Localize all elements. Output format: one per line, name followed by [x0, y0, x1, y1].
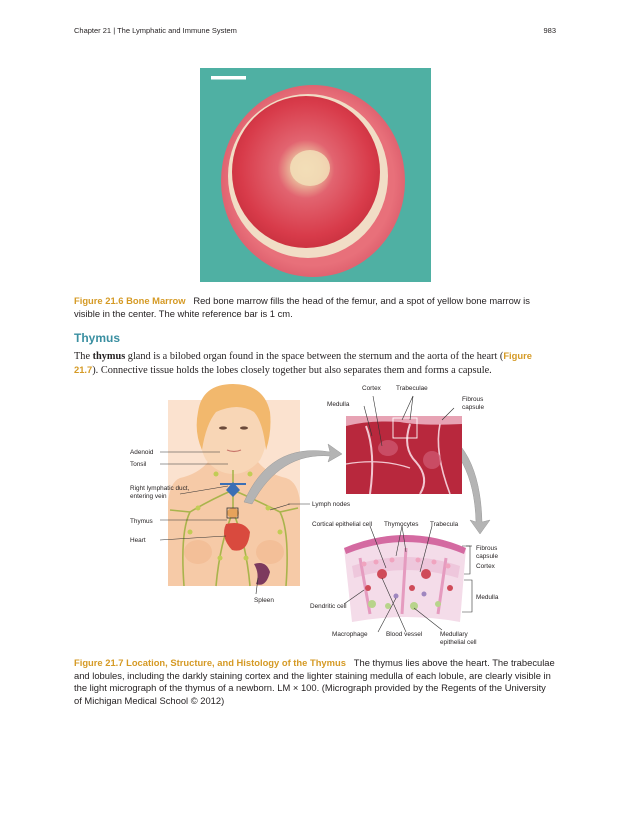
label-cortex-bottom: Cortex [476, 563, 495, 570]
thymus-paragraph [74, 349, 558, 377]
label-medullary-2: epithelial cell [440, 639, 477, 646]
figure-21-6-label: Figure 21.6 Bone Marrow [74, 295, 186, 306]
label-right-lymphatic-2: entering vein [130, 493, 167, 500]
label-fibrous-capsule-bottom-1: Fibrous [476, 545, 498, 552]
figure-21-7-diagram [120, 382, 510, 650]
reference-bar [211, 76, 246, 80]
running-header-chapter: Chapter 21 | The Lymphatic and Immune System [74, 26, 237, 35]
label-macrophage: Macrophage [332, 631, 368, 638]
paragraph-text: gland is a bilobed organ found in the space between the sternum and the aorta of the heart ( [125, 351, 504, 362]
running-header-page-number: 983 [543, 26, 556, 35]
label-medulla-bottom: Medulla [476, 594, 499, 601]
bone-marrow-photo [200, 68, 431, 282]
label-cortical-epithelial-cell: Cortical epithelial cell [312, 521, 373, 528]
label-fibrous-capsule-top-1: Fibrous [462, 396, 484, 403]
label-trabecula: Trabecula [430, 521, 459, 528]
label-right-lymphatic-1: Right lymphatic duct, [130, 485, 190, 492]
label-medullary-1: Medullary [440, 631, 468, 638]
label-cortex-top: Cortex [362, 385, 381, 392]
section-title-thymus: Thymus [74, 331, 121, 345]
figure-21-7-caption [74, 657, 556, 707]
label-thymocytes: Thymocytes [384, 521, 419, 528]
paragraph-text: The [74, 351, 93, 362]
label-trabeculae: Trabeculae [396, 385, 428, 392]
label-medulla-top: Medulla [327, 401, 350, 408]
paragraph-term-thymus: thymus [92, 351, 126, 362]
figure-21-7-link[interactable]: Figure 21.7 [74, 350, 532, 375]
thymus-organ [227, 508, 239, 518]
figure-21-7-label: Figure 21.7 Location, Structure, and Histology of the Thymus [74, 657, 346, 668]
figure-21-6-text: Red bone marrow fills the head of the femur, and a spot of yellow bone marrow is visible in the center. The white reference bar is 1 cm. [74, 295, 530, 319]
label-spleen: Spleen [254, 597, 274, 604]
label-dendritic-cell: Dendritic cell [310, 603, 347, 610]
label-thymus: Thymus [130, 518, 153, 525]
label-lymph-nodes: Lymph nodes [312, 501, 351, 508]
figure-21-7-text: The thymus lies above the heart. The trabeculae and lobules, including the darkly staining cortex and the lighter staining medulla of each lobule, are clearly visible in the light micrograph of the thymus of a newborn. LM × 100. (Micrograph provided by the Regents of the University of Michigan Medical School © 2012) [74, 657, 555, 706]
label-fibrous-capsule-bottom-2: capsule [476, 553, 499, 560]
yellow-bone-marrow [290, 150, 330, 186]
label-adenoid: Adenoid [130, 449, 154, 456]
label-blood-vessel: Blood vessel [386, 631, 423, 638]
paragraph-text: ). Connective tissue holds the lobes closely together but also separates them and forms a capsule. [92, 365, 492, 376]
figure-21-6-caption [74, 295, 556, 320]
label-heart: Heart [130, 537, 146, 544]
thymus-histology-illustration [344, 535, 466, 622]
thymus-micrograph [346, 416, 462, 494]
label-tonsil: Tonsil [130, 461, 147, 468]
label-fibrous-capsule-top-2: capsule [462, 404, 485, 411]
